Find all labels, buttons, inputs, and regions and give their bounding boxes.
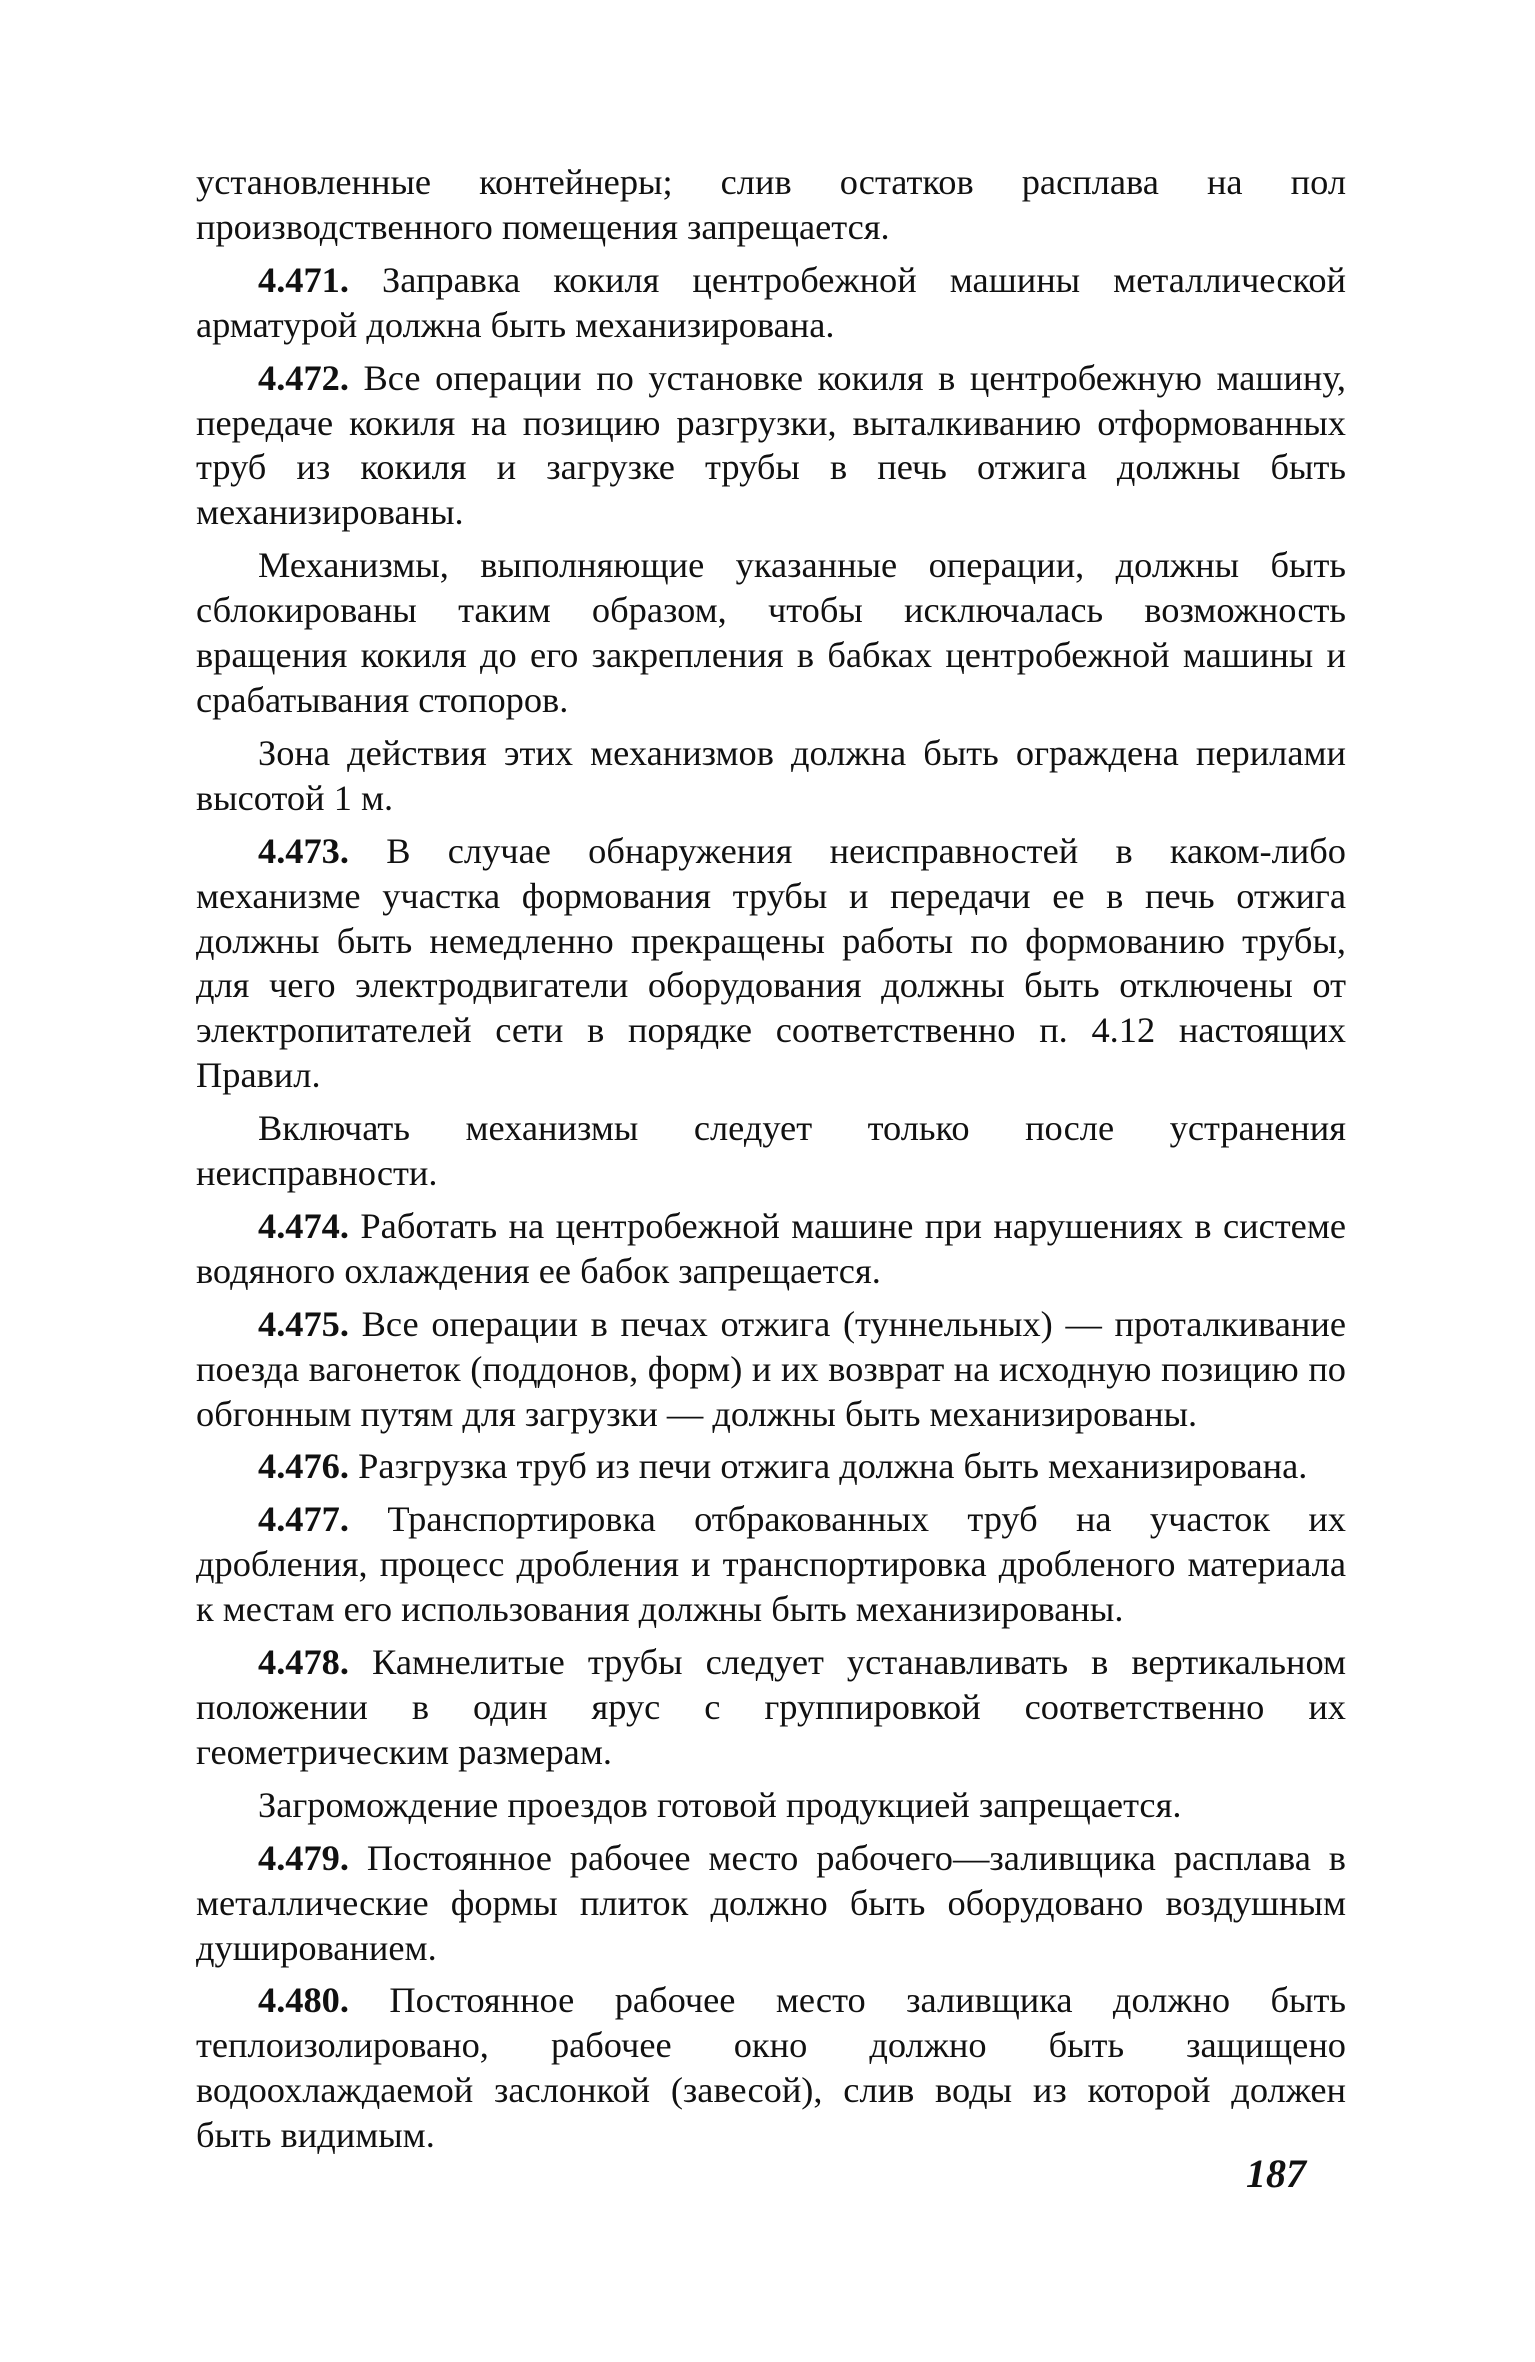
- page-number: 187: [1246, 2151, 1306, 2196]
- clause-number: 4.475.: [258, 1303, 349, 1344]
- paragraph-continuation: установленные контейнеры; слив остатков расплава на пол производственного помещения запрещается.: [196, 162, 1346, 247]
- paragraph: Зона действия этих механизмов должна быть ограждена перилами высотой 1 м.: [196, 732, 1346, 818]
- clause-4-478: [196, 1640, 1346, 1775]
- clause-number: 4.472.: [258, 357, 349, 398]
- clause-4-476: [196, 1444, 1346, 1489]
- clause-4-475: [196, 1302, 1346, 1437]
- clause-4-472: [196, 356, 1346, 536]
- clause-text: Транспортировка отбракованных труб на участок их дробления, процесс дробления и транспортировка дробленого материала к местам его использования должны быть механизированы.: [196, 1499, 1346, 1630]
- clause-text: Работать на центробежной машине при нарушениях в системе водяного охлаждения ее бабок запрещается.: [196, 1205, 1346, 1291]
- clause-4-479: [196, 1836, 1346, 1971]
- clause-number: 4.477.: [258, 1499, 349, 1540]
- clause-number: 4.476.: [258, 1446, 349, 1487]
- clause-text: Все операции по установке кокиля в центробежную машину, передаче кокиля на позицию разгрузки, выталкиванию отформованных труб из кокиля и загрузке трубы в печь отжига должны быть механизированы.: [196, 357, 1346, 533]
- paragraph: Механизмы, выполняющие указанные операции, должны быть сблокированы таким образом, чтобы исключалась возможность вращения кокиля до его закрепления в бабках центробежной машины и срабатывания стопоров.: [196, 545, 1346, 720]
- clause-number: 4.473.: [258, 830, 349, 871]
- clause-number: 4.479.: [258, 1837, 349, 1878]
- paragraph: Включать механизмы следует только после устранения неисправности.: [196, 1108, 1346, 1194]
- clause-text: В случае обнаружения неисправностей в каком-либо механизме участка формования трубы и передачи ее в печь отжига должны быть немедленно прекращены работы по формованию трубы, для чего электродвигатели оборудования должны быть отключены от электропитателей сети в порядке соответственно п. 4.12 настоящих Правил.: [196, 830, 1346, 1096]
- clause-text: Камнелитые трубы следует устанавливать в вертикальном положении в один ярус с группировкой соответственно их геометрическим размерам.: [196, 1642, 1346, 1772]
- clause-text: Все операции в печах отжига (туннельных) — проталкивание поезда вагонеток (поддонов, форм) и их возврат на исходную позицию по обгонным путям для загрузки — должны быть механизированы.: [196, 1303, 1346, 1434]
- clause-number: 4.471.: [258, 259, 349, 300]
- paragraph: Загромождение проездов готовой продукцией запрещается.: [258, 1784, 1182, 1825]
- document-body: [196, 160, 1346, 2166]
- clause-text: Постоянное рабочее место рабочего—заливщика расплава в металлические формы плиток должно быть оборудовано воздушным душированием.: [196, 1837, 1346, 1968]
- clause-text: Заправка кокиля центробежной машины металлической арматурой должна быть механизирована.: [196, 259, 1346, 345]
- clause-number: 4.480.: [258, 1980, 349, 2021]
- clause-4-471: [196, 258, 1346, 348]
- clause-number: 4.478.: [258, 1642, 349, 1683]
- clause-text: Постоянное рабочее место заливщика должно быть теплоизолировано, рабочее окно должно быть защищено водоохлаждаемой заслонкой (завесой), слив воды из которой должен быть видимым.: [196, 1980, 1346, 2156]
- clause-4-474: [196, 1204, 1346, 1294]
- clause-number: 4.474.: [258, 1205, 349, 1246]
- clause-4-477: [196, 1497, 1346, 1632]
- clause-4-473: [196, 829, 1346, 1098]
- clause-text: Разгрузка труб из печи отжига должна быть механизирована.: [358, 1446, 1308, 1487]
- clause-4-480: [196, 1978, 1346, 2158]
